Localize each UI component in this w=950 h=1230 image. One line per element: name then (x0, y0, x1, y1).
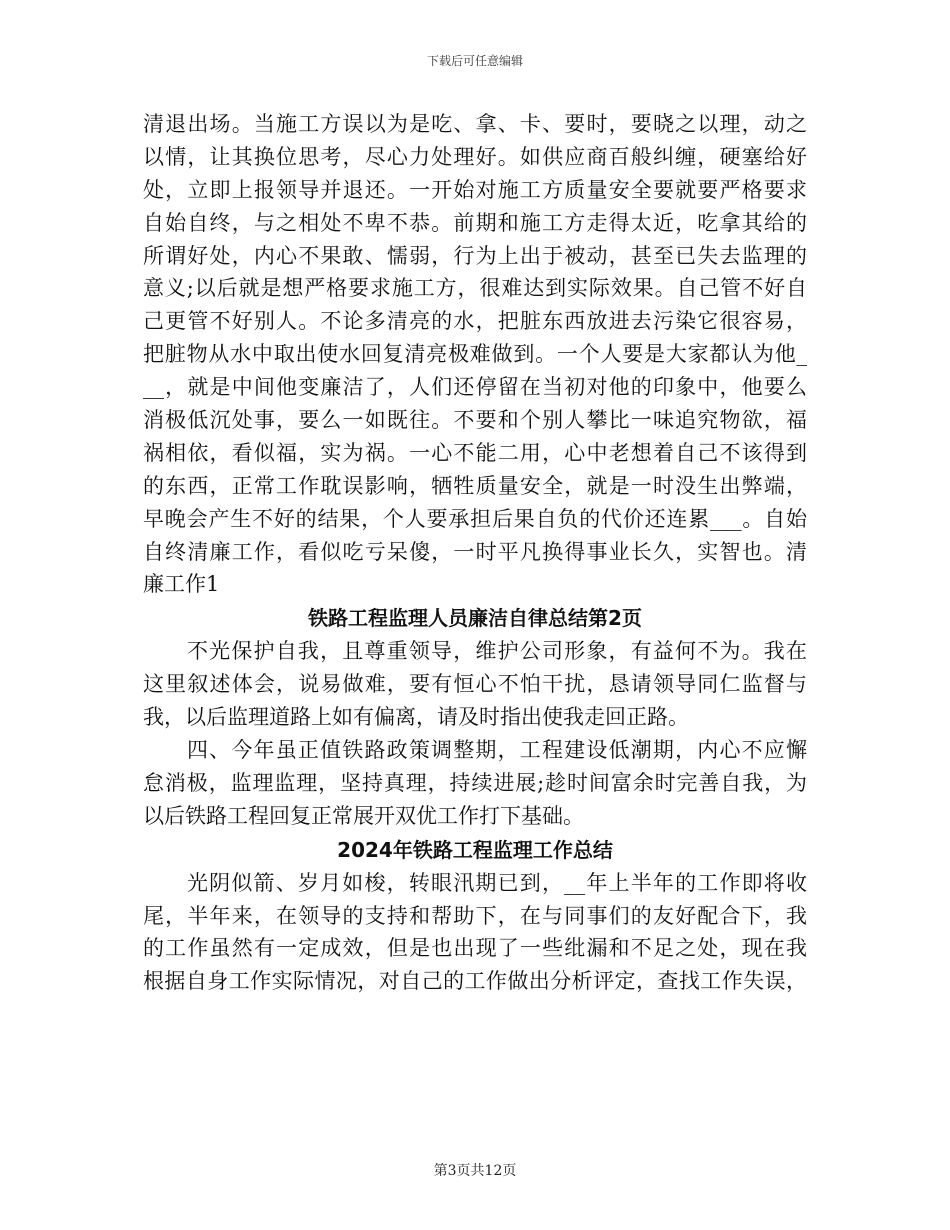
text-line: 自终清廉工作，看似吃亏呆傻，一时平凡换得事业长久，实智也。清 (143, 539, 807, 564)
text-line: 己更管不好别人。不论多清亮的水，把脏东西放进去污染它很容易， (143, 309, 807, 334)
text-line: 根据自身工作实际情况，对自己的工作做出分析评定，查找工作失误， (143, 969, 807, 994)
paragraph-self-protection (143, 635, 807, 734)
text-line: 廉工作1 (143, 572, 220, 597)
section-heading: 铁路工程监理人员廉洁自律总结第2页 (308, 606, 642, 631)
text-line: 怠消极，监理监理，坚持真理，持续进展;趁时间富余时完善自我，为 (143, 770, 807, 795)
text-line: 以情，让其换位思考，尽心力处理好。如供应商百般纠缠，硬塞给好 (143, 144, 807, 169)
text-line: 清退出场。当施工方误以为是吃、拿、卡、要时，要晓之以理，动之 (143, 112, 807, 136)
text-line: 这里叙述体会，说易做难，要有恒心不怕干扰，恳请领导同仁监督与 (143, 672, 807, 697)
text-line: 自始自终，与之相处不卑不恭。前期和施工方走得太近，吃拿其给的 (143, 210, 807, 235)
text-line: 四、今年虽正值铁路政策调整期，工程建设低潮期，内心不应懈 (187, 738, 807, 763)
document-body (143, 108, 807, 998)
text-line: 尾，半年来，在领导的支持和帮助下，在与同事们的友好配合下，我 (143, 903, 807, 928)
text-line: 意义;以后就是想严格要求施工方，很难达到实际效果。自己管不好自 (143, 276, 807, 301)
section-heading: 2024年铁路工程监理工作总结 (337, 837, 613, 862)
text-line: __，就是中间他变廉洁了，人们还停留在当初对他的印象中，他要么 (143, 375, 807, 400)
text-line: 所谓好处，内心不果敢、懦弱，行为上出于被动，甚至已失去监理的 (143, 243, 807, 268)
page-header-note: 下载后可任意编辑 (426, 54, 523, 68)
text-line: 把脏物从水中取出使水回复清亮极难做到。一个人要是大家都认为他_ (143, 342, 807, 367)
text-line: 光阴似箭、岁月如梭，转眼汛期已到，__年上半年的工作即将收 (187, 870, 807, 895)
text-line: 以后铁路工程回复正常展开双优工作打下基础。 (143, 803, 584, 828)
paragraph-work-summary (143, 867, 807, 999)
text-line: 的工作虽然有一定成效，但是也出现了一些纰漏和不足之处，现在我 (143, 936, 807, 961)
page-number-footer: 第3页共12页 (433, 1163, 517, 1179)
text-line: 祸相依，看似福，实为祸。一心不能二用，心中老想着自己不该得到 (143, 440, 807, 465)
text-line: 的东西，正常工作耽误影响，牺牲质量安全，就是一时没生出弊端， (143, 473, 807, 498)
text-line: 我，以后监理道路上如有偏离，请及时指出使我走回正路。 (143, 705, 689, 730)
paragraph-integrity-practice (143, 108, 807, 601)
text-line: 消极低沉处事，要么一如既往。不要和个别人攀比一味追究物欲，福 (143, 408, 807, 433)
text-line: 处，立即上报领导并退还。一开始对施工方质量安全要就要严格要求 (143, 177, 807, 202)
paragraph-point-four (143, 734, 807, 833)
text-line: 早晚会产生不好的结果，个人要承担后果自负的代价还连累___。自始 (143, 506, 807, 531)
text-line: 不光保护自我，且尊重领导，维护公司形象，有益何不为。我在 (187, 639, 807, 664)
